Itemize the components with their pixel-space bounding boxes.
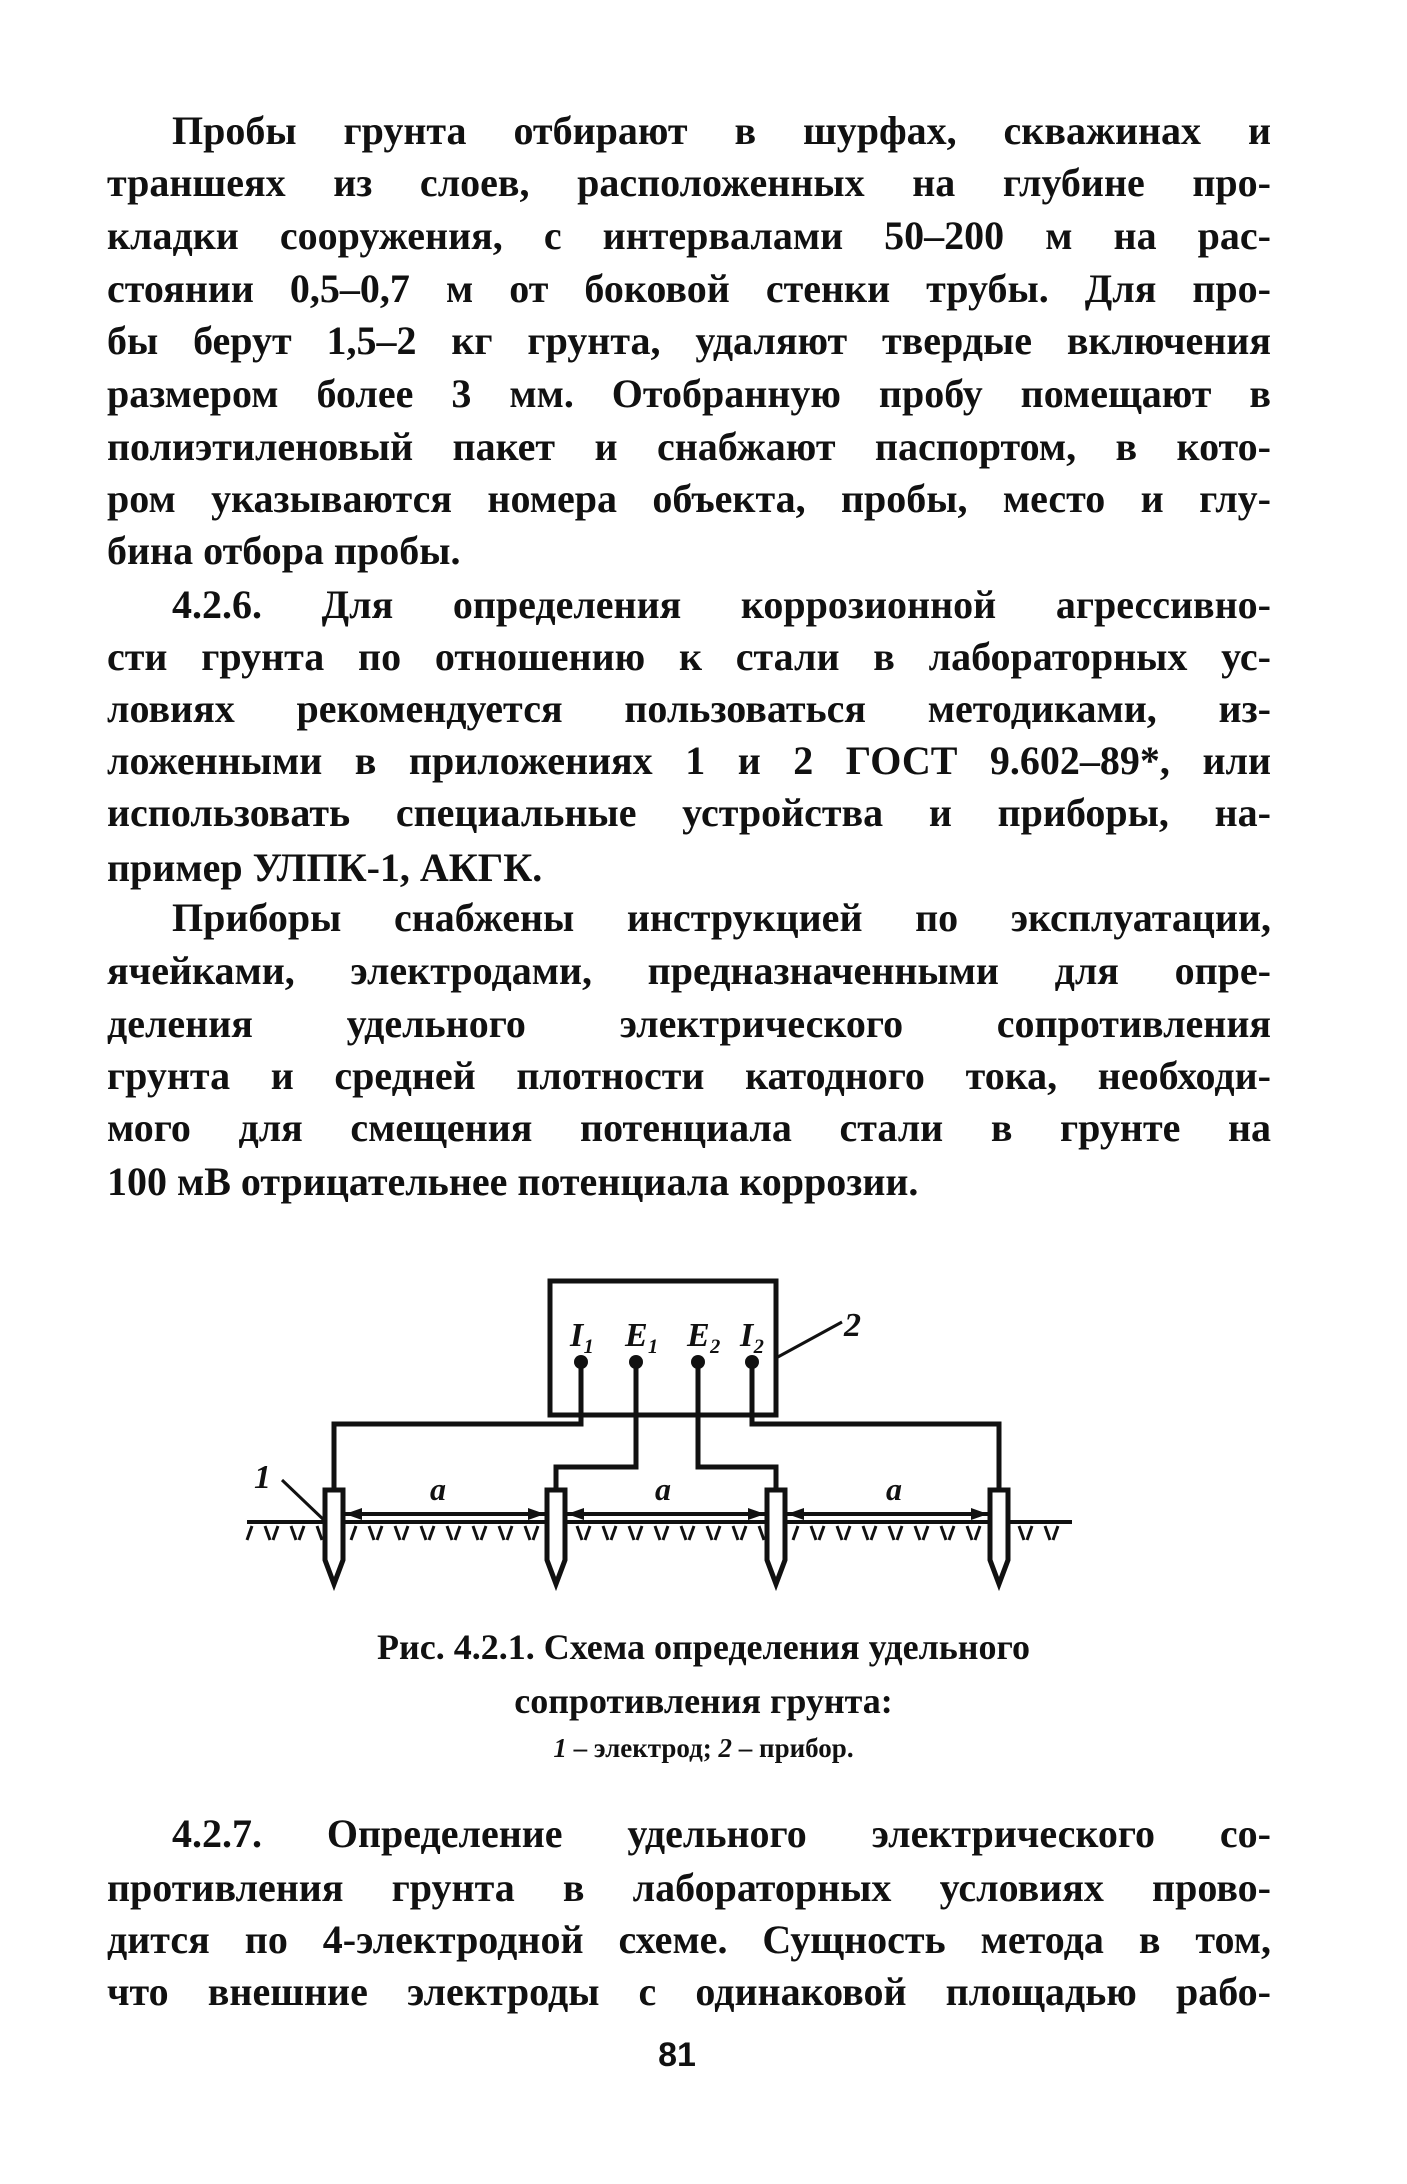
ground-hatch-mark [603, 1526, 608, 1540]
ground-hatch-mark [577, 1526, 582, 1540]
ground-hatch-mark [611, 1526, 616, 1540]
electrode-3 [767, 1490, 785, 1584]
ground-hatch-mark [863, 1526, 868, 1540]
electrode-2 [547, 1490, 565, 1584]
ground-hatch-mark [637, 1526, 642, 1540]
ground-hatch-mark [845, 1526, 850, 1540]
paragraph-3-line: деления удельного электрического сопротивления [107, 1001, 1271, 1046]
terminal-label-i1: I₁ [570, 1317, 596, 1354]
ground-hatch-mark [455, 1526, 460, 1540]
electrode-4 [990, 1490, 1008, 1584]
spacing-label-2: a [655, 1471, 671, 1507]
ground-hatch-mark [499, 1526, 504, 1540]
paragraph-1-line: траншеях из слоев, расположенных на глубине про- [107, 160, 1271, 205]
legend-text-2: – прибор. [732, 1733, 854, 1763]
paragraph-1-line: кладки сооружения, с интервалами 50–200 м на рас- [107, 213, 1271, 258]
paragraph-2-line: ловиях рекомендуется пользоваться методиками, из- [107, 686, 1271, 731]
page-number: 81 [658, 2036, 696, 2074]
ground-hatch-mark [421, 1526, 426, 1540]
ground-hatch-mark [585, 1526, 590, 1540]
electrode-callout-line [282, 1480, 326, 1522]
paragraph-1-line: Пробы грунта отбирают в шурфах, скважинах и [172, 108, 1271, 153]
ground-hatch-mark [707, 1526, 712, 1540]
ground-hatch-mark [837, 1526, 842, 1540]
ground-hatch-mark [369, 1526, 374, 1540]
ground-hatch-mark [273, 1526, 278, 1540]
paragraph-1-line: ром указываются номера объекта, пробы, место и глу- [107, 476, 1271, 521]
ground-hatch-mark [1027, 1526, 1032, 1540]
ground-hatch-mark [689, 1526, 694, 1540]
ground-hatch-mark [733, 1526, 738, 1540]
ground-hatch-mark [715, 1526, 720, 1540]
paragraph-3-line: грунта и средней плотности катодного тока, необходи- [107, 1053, 1271, 1098]
ground-hatch-mark [759, 1526, 764, 1540]
ground-hatch-mark [1019, 1526, 1024, 1540]
ground-hatch-mark [481, 1526, 486, 1540]
paragraph-3-line: мого для смещения потенциала стали в грунте на [107, 1105, 1271, 1150]
paragraph-4-line: дится по 4-электродной схеме. Сущность метода в том, [107, 1917, 1271, 1962]
paragraph-1-line: полиэтиленовый пакет и снабжают паспортом, в кото- [107, 424, 1271, 469]
ground-hatch-mark [247, 1526, 252, 1540]
ground-hatch-mark [923, 1526, 928, 1540]
ground-hatch-mark [395, 1526, 400, 1540]
figure-caption-title-continued: сопротивления грунта: [514, 1681, 893, 1721]
ground-hatch-mark [793, 1526, 798, 1540]
ground-hatch-mark [663, 1526, 668, 1540]
ground-hatch-mark [1045, 1526, 1050, 1540]
paragraph-3-line: ячейками, электродами, предназначенными для опре- [107, 948, 1271, 993]
ground-hatch-mark [967, 1526, 972, 1540]
ground-hatch-mark [941, 1526, 946, 1540]
ground-hatch-mark [949, 1526, 954, 1540]
ground-hatch-mark [403, 1526, 408, 1540]
paragraph-2-line: пример УЛПК-1, АКГК. [107, 845, 543, 890]
electrode-1 [325, 1490, 343, 1584]
paragraph-2-line: использовать специальные устройства и приборы, на- [107, 790, 1271, 835]
wire-i2 [752, 1367, 999, 1490]
ground-hatch-mark [429, 1526, 434, 1540]
ground-hatch-mark [897, 1526, 902, 1540]
paragraph-4-line: 4.2.7. Определение удельного электрического со- [172, 1811, 1271, 1856]
electrode-callout-number: 1 [254, 1459, 271, 1496]
ground-hatch-mark [299, 1526, 304, 1540]
wire-e1 [556, 1367, 636, 1490]
ground-hatch-mark [377, 1526, 382, 1540]
legend-number-1: 1 [553, 1733, 567, 1763]
paragraph-4-line: что внешние электроды с одинаковой площадью рабо- [107, 1969, 1271, 2014]
ground-hatch-mark [351, 1526, 356, 1540]
legend-text-1: – электрод; [566, 1733, 719, 1763]
ground-hatch-mark [317, 1526, 322, 1540]
ground-hatch-mark [681, 1526, 686, 1540]
ground-hatch-mark [819, 1526, 824, 1540]
paragraph-1-line: стоянии 0,5–0,7 м от боковой стенки трубы. Для про- [107, 266, 1271, 311]
paragraph-2-line: ложенными в приложениях 1 и 2 ГОСТ 9.602–89*, или [107, 738, 1271, 783]
wire-i1 [334, 1367, 581, 1490]
ground-hatch-mark [871, 1526, 876, 1540]
legend-number-2: 2 [718, 1733, 733, 1763]
ground-hatch-mark [1053, 1526, 1058, 1540]
ground-hatch-mark [811, 1526, 816, 1540]
terminal-label-e1: E₁ [625, 1317, 660, 1354]
figure-caption-title: Рис. 4.2.1. Схема определения удельного [376, 1627, 1030, 1667]
ground-hatch-mark [473, 1526, 478, 1540]
device-callout-line [776, 1322, 842, 1358]
wire-e2 [698, 1367, 776, 1490]
ground-hatch-mark [741, 1526, 746, 1540]
terminal-e2-dot [691, 1355, 705, 1369]
paragraph-2-line: сти грунта по отношению к стали в лабораторных ус- [107, 634, 1271, 679]
terminal-label-i2: I₂ [740, 1317, 766, 1354]
paragraph-3-line: Приборы снабжены инструкцией по эксплуатации, [172, 895, 1271, 940]
paragraph-1-line: размером более 3 мм. Отобранную пробу помещают в [107, 371, 1271, 416]
ground-hatch-mark [629, 1526, 634, 1540]
device-callout-number: 2 [844, 1307, 861, 1344]
paragraph-1-line: бы берут 1,5–2 кг грунта, удаляют твердые включения [107, 318, 1271, 363]
ground-hatch-mark [975, 1526, 980, 1540]
terminal-e1-dot [629, 1355, 643, 1369]
ground-hatch-mark [533, 1526, 538, 1540]
ground-hatch-mark [915, 1526, 920, 1540]
spacing-label-3: a [886, 1471, 902, 1507]
ground-hatch-mark [655, 1526, 660, 1540]
ground-hatch-mark [291, 1526, 296, 1540]
paragraph-1-line: бина отбора пробы. [107, 528, 461, 573]
terminal-label-e2: E₂ [687, 1317, 722, 1354]
paragraph-4-line: противления грунта в лабораторных условиях прово- [107, 1865, 1271, 1910]
paragraph-2-line: 4.2.6. Для определения коррозионной агрессивно- [172, 582, 1271, 627]
ground-hatch-mark [507, 1526, 512, 1540]
paragraph-3-line: 100 мВ отрицательнее потенциала коррозии. [107, 1159, 919, 1204]
spacing-label-1: a [430, 1471, 446, 1507]
ground-hatch-mark [447, 1526, 452, 1540]
terminal-i1-dot [574, 1355, 588, 1369]
ground-hatch-mark [265, 1526, 270, 1540]
ground-hatch-mark [525, 1526, 530, 1540]
figure-caption-legend [0, 1733, 1407, 1764]
ground-hatch-mark [889, 1526, 894, 1540]
terminal-i2-dot [745, 1355, 759, 1369]
